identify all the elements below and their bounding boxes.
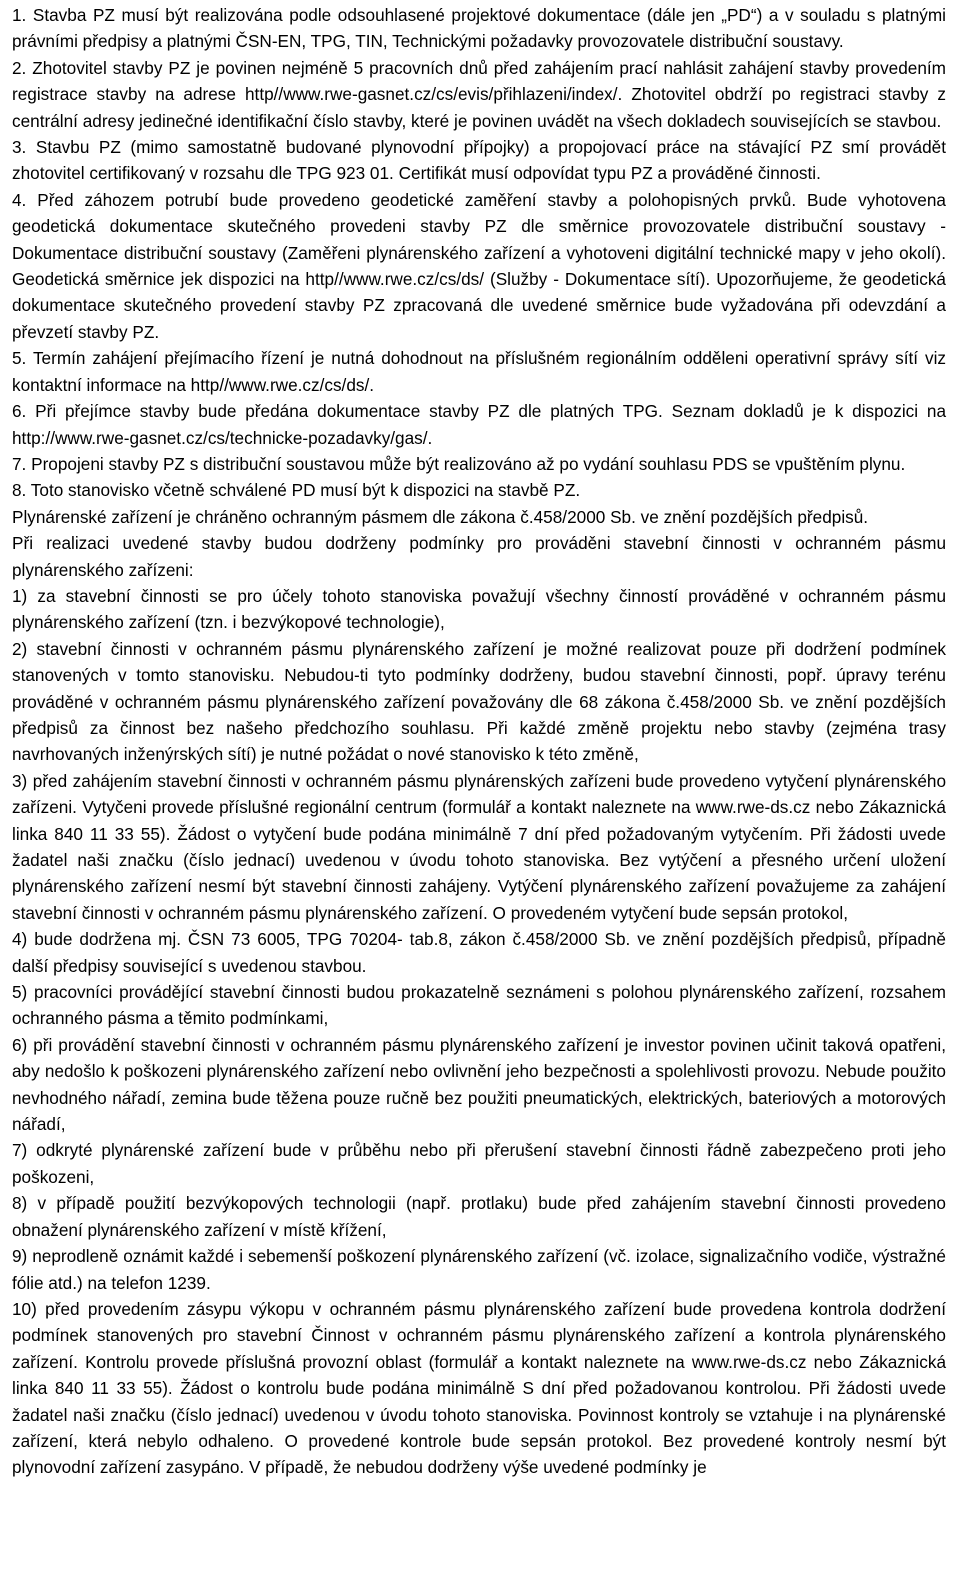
list-item-3: 3) před zahájením stavební činnosti v ochranném pásmu plynárenských zařízeni bude provedeno vytyčení plynárenského zařízeni. Vytyčeni provede příslušné regionální centrum (formulář a kontakt naleznete na www.rwe-ds.cz nebo Zákaznická linka 840 11 33 55). Žádost o vytyčení bude podána minimálně 7 dní před požadovaným vytyčením. Při žádosti uvede žadatel naši značku (číslo jednací) uvedenou v úvodu tohoto stanoviska. Bez vytýčení a přesného určení uložení plynárenského zařízení nesmí být stavební činnosti zahájeny. Vytýčení plynárenského zařízení považujeme za zahájení stavební činnosti v ochranném pásmu plynárenského zařízení. O provedeném vytyčení bude sepsán protokol, (12, 770, 946, 923)
list-item-8: 8) v případě použití bezvýkopových technologii (např. protlaku) bude před zahájením stavební činnosti provedeno obnažení plynárenského zařízení v místě křížení, (12, 1193, 946, 1240)
list-item-4: 4) bude dodržena mj. ČSN 73 6005, TPG 70204- tab.8, zákon č.458/2000 Sb. ve znění pozdějších předpisů, případně další předpisy související s uvedenou stavbou. (12, 929, 946, 976)
paragraph-condition-1: 1. Stavba PZ musí být realizována podle odsouhlasené projektové dokumentace (dále jen „PD“) a v souladu s platnými právními předpisy a platnými ČSN-EN, TPG, TIN, Technickými požadavky provozovatele distribuční soustavy. (12, 5, 946, 52)
list-item-6: 6) při provádění stavební činnosti v ochranném pásmu plynárenského zařízení je investor povinen učinit taková opatřeni, aby nedošlo k poškozeni plynárenského zařízení nebo ovlivnění jeho bezpečnosti a spolehlivosti provozu. Nebude použito nevhodného nářadí, zemina bude těžena pouze ručně bez použiti pneumatických, elektrických, bateriových a motorových nářadí, (12, 1034, 946, 1135)
paragraph-condition-2: 2. Zhotovitel stavby PZ je povinen nejméně 5 pracovních dnů před zahájením prací nahlásit zahájení stavby provedením registrace stavby na adrese http//www.rwe-gasnet.cz/cs/evis/přihlazeni/index/. Zhotovitel obdrží po registraci stavby z centrální adresy jedinečné identifikační číslo stavby, které je povinen uvádět na všech dokladech souvisejících se stavbou. (12, 57, 946, 131)
paragraph-protection-zone: Plynárenské zařízení je chráněno ochranným pásmem dle zákona č.458/2000 Sb. ve znění pozdějších předpisů. (12, 506, 869, 527)
paragraph-condition-8: 8. Toto stanovisko včetně schválené PD musí být k dispozici na stavbě PZ. (12, 480, 581, 501)
paragraph-condition-6: 6. Při přejímce stavby bude předána dokumentace stavby PZ dle platných TPG. Seznam dokladů je k dispozici na http://www.rwe-gasnet.cz/cs/technicke-pozadavky/gas/. (12, 401, 946, 448)
list-item-2: 2) stavební činnosti v ochranném pásmu plynárenského zařízení je možné realizovat pouze při dodržení podmínek stanovených v tomto stanovisku. Nebudou-ti tyto podmínky dodrženy, budou stavební činnosti, popř. úpravy terénu prováděné v ochranném pásmu plynárenského zařízení považovány dle 68 zákona č.458/2000 Sb. ve znění pozdějších předpisů za činnost bez našeho předchozího souhlasu. Při každé změně projektu nebo stavby (zejména trasy navrhovaných inženýrských sítí) je nutné požádat o nové stanovisko k této změně, (12, 638, 946, 765)
list-item-5: 5) pracovníci provádějící stavební činnosti budou prokazatelně seznámeni s polohou plynárenského zařízení, rozsahem ochranného pásma a těmito podmínkami, (12, 982, 946, 1029)
list-item-10: 10) před provedením zásypu výkopu v ochranném pásmu plynárenského zařízení bude provedena kontrola dodržení podmínek stanovených pro stavební Činnost v ochranném pásmu plynárenského zařízení a kontrola plynárenského zařízení. Kontrolu provede příslušná provozní oblast (formulář a kontakt naleznete na www.rwe-ds.cz nebo Zákaznická linka 840 11 33 55). Žádost o kontrolu bude podána minimálně S dní před požadovanou kontrolou. Při žádosti uvede žadatel naši značku (číslo jednací) uvedenou v úvodu tohoto stanoviska. Povinnost kontroly se vztahuje i na plynárenské zařízení, která nebylo odhaleno. O provedené kontrole bude sepsán protokol. Bez provedené kontroly nesmí být plynovodní zařízení zasypáno. V případě, že nebudou dodrženy výše uvedené podmínky je (12, 1298, 946, 1478)
list-item-7: 7) odkryté plynárenské zařízení bude v průběhu nebo při přerušení stavební činnosti řádně zabezpečeno proti jeho poškozeni, (12, 1140, 946, 1187)
paragraph-condition-5: 5. Termín zahájení přejímacího řízení je nutná dohodnout na příslušném regionálním odděleni operativní správy sítí viz kontaktní informace na http//www.rwe.cz/cs/ds/. (12, 348, 946, 395)
paragraph-conditions-intro: Při realizaci uvedené stavby budou dodrženy podmínky pro prováděni stavební činnosti v ochranném pásmu plynárenského zařízeni: (12, 533, 946, 580)
list-item-9: 9) neprodleně oznámit každé i sebemenší poškození plynárenského zařízení (vč. izolace, signalizačního vodiče, výstražné fólie atd.) na telefon 1239. (12, 1246, 946, 1293)
list-item-1: 1) za stavební činnosti se pro účely tohoto stanoviska považují všechny činností prováděné v ochranném pásmu plynárenského zařízení (tzn. i bezvýkopové technologie), (12, 585, 946, 633)
paragraph-condition-3: 3. Stavbu PZ (mimo samostatně budované plynovodní přípojky) a propojovací práce na stávající PZ smí provádět zhotovitel certifikovaný v rozsahu dle TPG 923 01. Certifikát musí odpovídat typu PZ a prováděné činnosti. (12, 137, 946, 184)
paragraph-condition-4: 4. Před záhozem potrubí bude provedeno geodetické zaměření stavby a polohopisných prvků. Bude vyhotovena geodetická dokumentace skutečného provedeni stavby PZ dle směrnice provozovatele distribuční soustavy - Dokumentace distribuční soustavy (Zaměřeni plynárenského zařízení a vyhotoveni digitální technické mapy v jeho okolí). Geodetická směrnice jek dispozici na http//www.rwe.cz/cs/ds/ (Služby - Dokumentace sítí). Upozorňujeme, že geodetická dokumentace skutečného provedení stavby PZ zpracovaná dle uvedené směrnice bude vyžadována při odevzdání a převzetí stavby PZ. (12, 189, 946, 342)
paragraph-condition-7: 7. Propojeni stavby PZ s distribuční soustavou může být realizováno až po vydání souhlasu PDS se vpuštěním plynu. (12, 453, 906, 474)
